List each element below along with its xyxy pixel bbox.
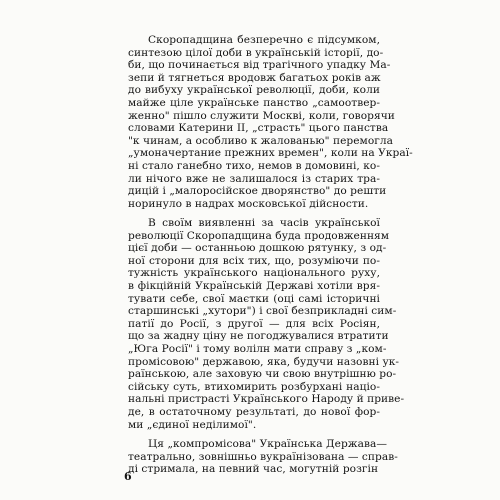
text-line: словами Катерини II, „страсть" цього панства [128,122,389,135]
text-line: раїнською, але заховую чи свою внутрішню ро- [128,368,397,381]
text-line: женно" пішло служити Москві, коли, говорячи [128,109,395,122]
text-line: Скоропадщина безперечно є підсумком, [148,34,380,46]
text-line: ли нічого вже не залишалося із старих тра- [128,172,380,185]
text-line: промісовою" державою, яка, будучи назовні ук- [128,355,400,368]
text-line: би, що починається від трагічного упадку Ма- [128,59,391,72]
text-line: „Юга Росії" і тому волілн мати справу з „ком- [128,342,387,355]
text-line: тувати себе, свої маєтки (оці самі історичні [128,292,380,305]
text-line: що за жадну ціну не погоджувалися втратити [128,330,389,343]
text-line: зепи й тягнеться вродовж багатьох років аж [128,71,381,84]
text-line: до вибуху української революції, доби, коли [128,84,380,97]
paragraph-1 [128,34,413,210]
text-line: ної сторони для всіх тих, що, розуміючи по- [128,254,380,267]
text-line: ді стримала, на певний час, могутній розгін [128,463,379,476]
text-line: ні стало ганебно тихо, немов в домовині, ко- [128,159,380,172]
text-line: норинуло в надрах московської дійсности. [128,197,369,210]
text-line: цієї доби — останньою дошкою рятунку, з од- [128,242,387,255]
page-number: 6 [124,470,132,483]
text-line: де, в остаточному результаті, до нової фор- [128,405,380,418]
text-line: в фікційній Українській Державі хотіли вря- [128,279,380,292]
text-line: Ця „компромісова" Українська Держава— [148,438,387,450]
text-line: театрально, зовнішньо вукраїнізована — справ- [128,450,398,463]
text-line: майже ціле українське панство „самоотвер- [128,96,380,109]
text-line: "к чинам, а особливо к жалованью" перемогла [128,134,394,147]
paragraph-3 [128,438,398,476]
text-line: „умоначертание прежних времен", коли на Украї- [128,147,413,160]
text-line: революції Скоропадщина буда продовженням [128,229,390,242]
text-line: старшинські „хутори") і свої безприкладні сим- [128,305,397,318]
text-line: синтезою цілої доби в українській історії, до- [128,46,384,59]
paragraph-2 [128,217,405,431]
text-line: тужність українського національного руху, [128,267,380,280]
text-line: сійську суть, втихомирить розбурхані націо- [128,380,380,393]
text-line: патії до Росії, з другої — для всіх Росіян, [128,317,380,330]
text-line: нальні пристрасті Українського Народу й приве- [128,393,405,406]
text-line: дицій і „малоросійское дворянство" до решти [128,185,387,198]
text-line: В своїм виявленні за часів української [148,217,380,229]
text-line: ми „єдиної неділимої". [128,418,257,431]
